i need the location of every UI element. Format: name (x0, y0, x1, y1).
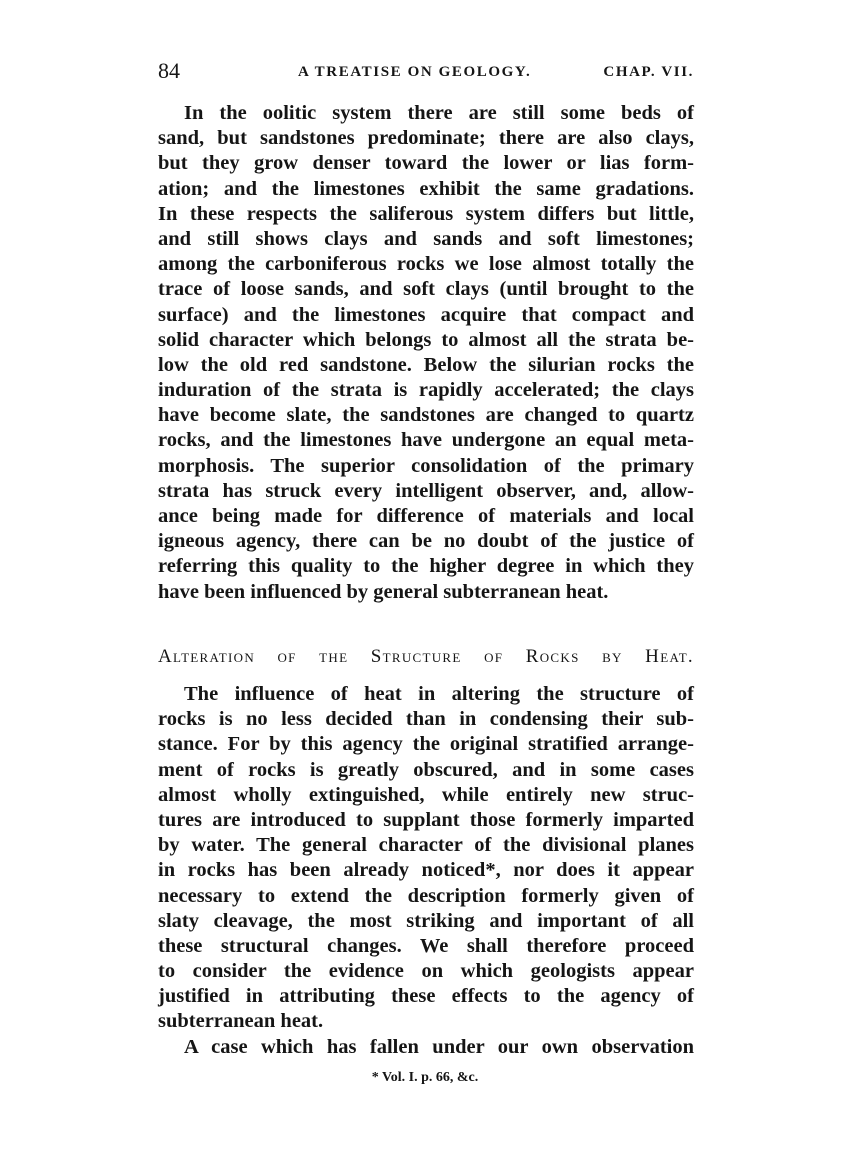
text-line: ation; and the limestones exhibit the same gradations. (158, 177, 694, 200)
text-line: subterranean heat. (158, 1010, 324, 1033)
text-line: among the carboniferous rocks we lose almost totally the (158, 253, 694, 276)
section-heading: Alteration of the Structure of Rocks by Heat. (158, 646, 694, 667)
text-line: ment of rocks is greatly obscured, and in some cases (158, 758, 694, 781)
text-line: by water. The general character of the divisional planes (158, 834, 694, 857)
running-head (158, 56, 694, 86)
text-line: referring this quality to the higher degree in which they (158, 555, 694, 578)
text-line: justified in attributing these effects to the agency of (158, 985, 694, 1008)
text-line: strata has struck every intelligent observer, and, allow- (158, 479, 694, 502)
text-line: these structural changes. We shall therefore proceed (158, 934, 694, 957)
text-line: rocks is no less decided than in condensing their sub- (158, 708, 694, 731)
text-line: morphosis. The superior consolidation of the primary (158, 454, 694, 477)
text-line: necessary to extend the description formerly given of (158, 884, 694, 907)
text-line: but they grow denser toward the lower or lias form- (158, 152, 694, 175)
paragraph-oolitic-system (158, 101, 694, 605)
paragraph-alteration-by-heat (158, 682, 694, 1060)
text-line: have become slate, the sandstones are changed to quartz (158, 404, 694, 427)
text-line: have been influenced by general subterranean heat. (158, 580, 609, 603)
text-line: induration of the strata is rapidly accelerated; the clays (158, 379, 694, 402)
text-line: in rocks has been already noticed*, nor does it appear (158, 859, 694, 882)
text-line: tures are introduced to supplant those formerly imparted (158, 808, 694, 831)
text-line: low the old red sandstone. Below the silurian rocks the (158, 353, 694, 376)
text-line: In these respects the saliferous system differs but little, (158, 202, 694, 225)
text-line: solid character which belongs to almost all the strata be- (158, 328, 694, 351)
text-line: ance being made for difference of materials and local (158, 505, 694, 527)
page-number: 84 (158, 58, 180, 83)
text-line: In the oolitic system there are still some beds of (184, 102, 694, 124)
text-line: sand, but sandstones predominate; there are also clays, (158, 127, 694, 150)
text-line: rocks, and the limestones have undergone an equal meta- (158, 429, 694, 452)
text-line: igneous agency, there can be no doubt of the justice of (158, 530, 694, 553)
chapter-label: CHAP. VII. (603, 64, 694, 80)
running-title: A TREATISE ON GEOLOGY. (298, 64, 532, 80)
text-line: surface) and the limestones acquire that compact and (158, 303, 694, 326)
footnote: * Vol. I. p. 66, &c. (371, 1070, 479, 1085)
text-line: A case which has fallen under our own observation (184, 1035, 694, 1058)
text-line: The influence of heat in altering the structure of (184, 683, 694, 705)
text-line: to consider the evidence on which geologists appear (158, 960, 694, 983)
text-line: almost wholly extinguished, while entirely new struc- (158, 783, 694, 806)
text-line: trace of loose sands, and soft clays (until brought to the (158, 278, 694, 301)
text-line: and still shows clays and sands and soft limestones; (158, 227, 694, 250)
text-line: slaty cleavage, the most striking and important of all (158, 909, 694, 932)
text-line: stance. For by this agency the original stratified arrange- (158, 733, 694, 756)
